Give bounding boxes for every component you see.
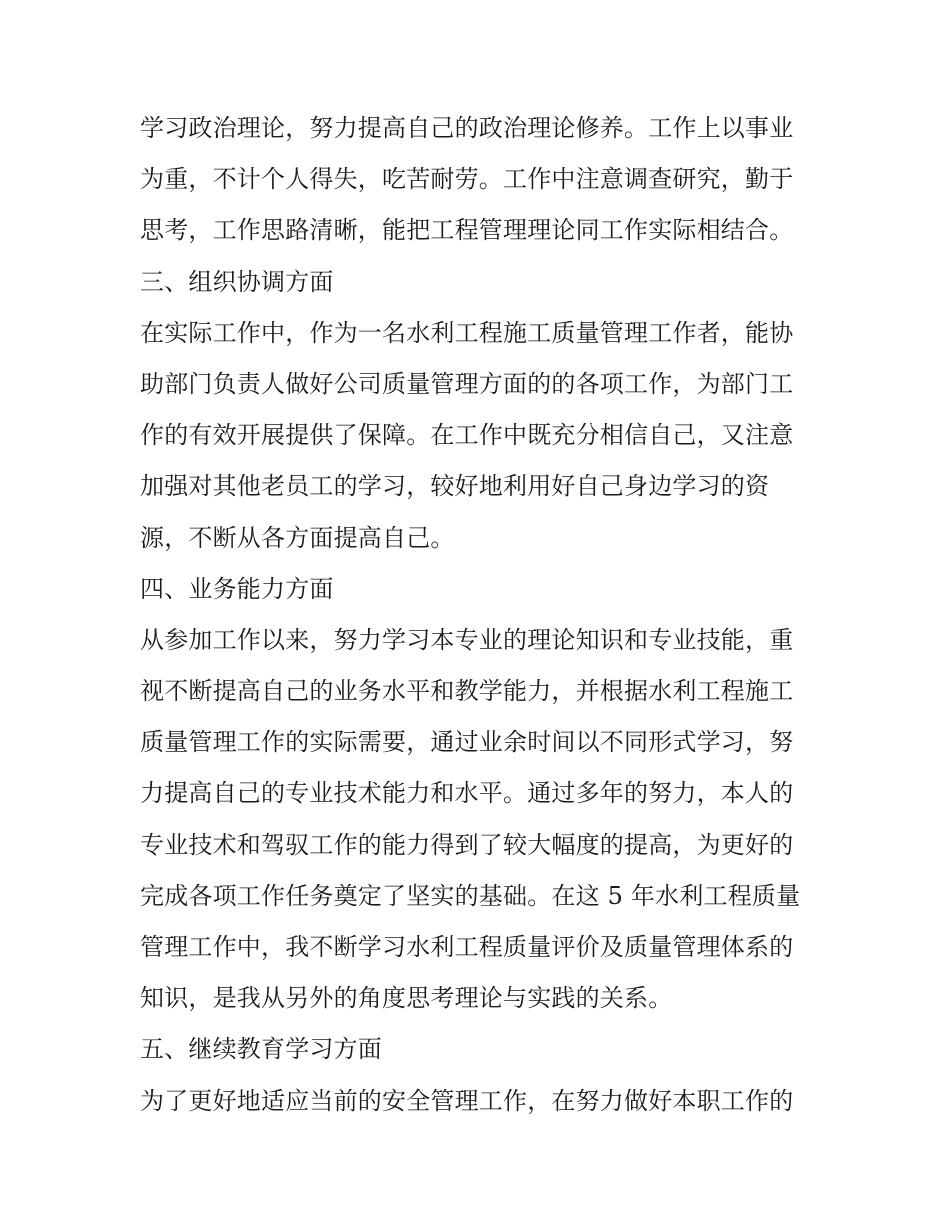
body-line: 作的有效开展提供了保障。在工作中既充分相信自己，又注意 bbox=[140, 421, 794, 450]
document-body bbox=[140, 103, 820, 1127]
section-heading-5: 五、继续教育学习方面 bbox=[140, 1035, 382, 1064]
body-line: 助部门负责人做好公司质量管理方面的的各项工作，为部门工 bbox=[140, 369, 794, 398]
body-line: 从参加工作以来，努力学习本专业的理论知识和专业技能，重 bbox=[140, 625, 794, 654]
body-line: 思考，工作思路清晰，能把工程管理理论同工作实际相结合。 bbox=[140, 216, 794, 245]
body-line: 力提高自己的专业技术能力和水平。通过多年的努力，本人的 bbox=[140, 779, 794, 808]
section-heading-4: 四、业务能力方面 bbox=[140, 574, 334, 603]
body-line: 加强对其他老员工的学习，较好地利用好自己身边学习的资 bbox=[140, 472, 770, 501]
body-line: 学习政治理论，努力提高自己的政治理论修养。工作上以事业 bbox=[140, 114, 794, 142]
section-heading-3: 三、组织协调方面 bbox=[140, 267, 334, 296]
body-line: 源，不断从各方面提高自己。 bbox=[140, 523, 455, 552]
body-line: 完成各项工作任务奠定了坚实的基础。在这 5 年水利工程质量 bbox=[140, 881, 801, 910]
body-line: 为重，不计个人得失，吃苦耐劳。工作中注意调查研究，勤于 bbox=[140, 165, 794, 194]
body-line: 专业技术和驾驭工作的能力得到了较大幅度的提高，为更好的 bbox=[140, 830, 794, 859]
body-line: 视不断提高自己的业务水平和教学能力，并根据水利工程施工 bbox=[140, 677, 794, 706]
body-line: 管理工作中，我不断学习水利工程质量评价及质量管理体系的 bbox=[140, 933, 794, 961]
body-line: 在实际工作中，作为一名水利工程施工质量管理工作者，能协 bbox=[140, 318, 794, 347]
body-line: 质量管理工作的实际需要，通过业余时间以不同形式学习，努 bbox=[140, 728, 794, 757]
body-line: 知识，是我从另外的角度思考理论与实践的关系。 bbox=[140, 984, 673, 1013]
body-line: 为了更好地适应当前的安全管理工作，在努力做好本职工作的 bbox=[140, 1086, 794, 1115]
